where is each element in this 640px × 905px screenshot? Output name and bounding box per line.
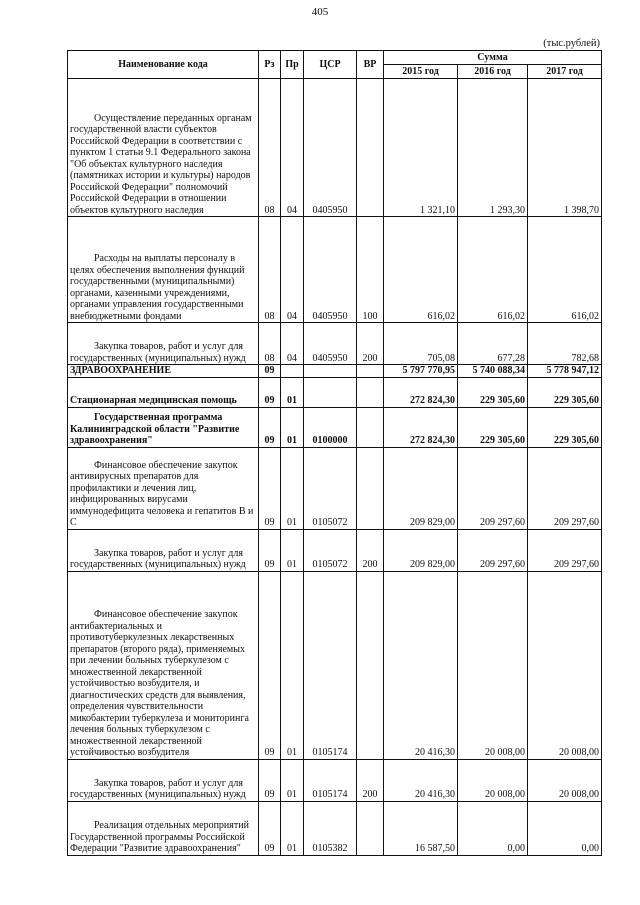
row-csr: 0405950 (304, 323, 357, 365)
row-vr (357, 571, 384, 759)
budget-table (67, 50, 602, 856)
row-name: Государственная программа Калининградской области "Развитие здравоохранения" (68, 407, 259, 447)
row-csr (304, 377, 357, 407)
row-csr (304, 365, 357, 378)
row-rz: 09 (259, 377, 281, 407)
row-2017: 209 297,60 (528, 529, 602, 571)
row-rz: 08 (259, 79, 281, 217)
row-pr: 01 (281, 571, 304, 759)
row-pr: 01 (281, 407, 304, 447)
row-pr: 01 (281, 377, 304, 407)
row-rz: 09 (259, 801, 281, 855)
row-vr: 200 (357, 529, 384, 571)
row-vr (357, 801, 384, 855)
row-rz: 08 (259, 217, 281, 323)
header-2015: 2015 год (384, 65, 458, 79)
row-2016: 209 297,60 (458, 529, 528, 571)
row-2015: 272 824,30 (384, 407, 458, 447)
row-pr: 01 (281, 529, 304, 571)
row-2016: 1 293,30 (458, 79, 528, 217)
row-name: Реализация отдельных мероприятий Государственной программы Российской Федерации "Развитие здравоохранения" (68, 801, 259, 855)
row-2015: 16 587,50 (384, 801, 458, 855)
row-2015: 5 797 770,95 (384, 365, 458, 378)
row-rz: 09 (259, 447, 281, 529)
table-row (68, 79, 602, 217)
row-vr: 100 (357, 217, 384, 323)
table-header (68, 51, 602, 79)
row-rz: 09 (259, 365, 281, 378)
row-csr: 0100000 (304, 407, 357, 447)
header-pr: Пр (281, 51, 304, 79)
table-row (68, 217, 602, 323)
header-csr: ЦСР (304, 51, 357, 79)
row-2015: 20 416,30 (384, 759, 458, 801)
row-2016: 209 297,60 (458, 447, 528, 529)
row-2017: 229 305,60 (528, 377, 602, 407)
row-vr (357, 79, 384, 217)
row-2015: 1 321,10 (384, 79, 458, 217)
header-sum: Сумма (384, 51, 602, 65)
table-row (68, 407, 602, 447)
header-2017: 2017 год (528, 65, 602, 79)
row-name: Стационарная медицинская помощь (68, 377, 259, 407)
row-2017: 616,02 (528, 217, 602, 323)
row-2017: 0,00 (528, 801, 602, 855)
row-vr: 200 (357, 759, 384, 801)
row-pr: 04 (281, 79, 304, 217)
row-2017: 209 297,60 (528, 447, 602, 529)
table-row (68, 759, 602, 801)
row-2017: 1 398,70 (528, 79, 602, 217)
row-csr: 0105382 (304, 801, 357, 855)
row-pr (281, 365, 304, 378)
table-row (68, 377, 602, 407)
row-name: Финансовое обеспечение закупок антибактериальных и противотуберкулезных лекарственных препаратов (второго ряда), применяемых при лечении больных туберкулезом с множественной лекарственной устойчивостью возбудителя, и диагностических средств для выявления, определения чувствительности микобактерии туберкулеза и мониторинга лечения больных туберкулезом с множественной лекарственной устойчивостью возбудителя (68, 571, 259, 759)
row-name: Осуществление переданных органам государственной власти субъектов Российской Федерации в соответствии с пунктом 1 статьи 9.1 Федерального закона "Об объектах культурного наследия (памятниках истории и культуры) народов Российской Федерации" полномочий Российской Федерации в отношении объектов культурного наследия (68, 79, 259, 217)
row-2016: 677,28 (458, 323, 528, 365)
row-csr: 0105072 (304, 447, 357, 529)
row-2015: 20 416,30 (384, 571, 458, 759)
units-label: (тыс.рублей) (543, 38, 600, 49)
row-csr: 0105174 (304, 759, 357, 801)
table-row (68, 447, 602, 529)
row-name: Закупка товаров, работ и услуг для государственных (муниципальных) нужд (68, 759, 259, 801)
header-vr: ВР (357, 51, 384, 79)
row-rz: 09 (259, 407, 281, 447)
row-csr: 0405950 (304, 79, 357, 217)
row-2016: 5 740 088,34 (458, 365, 528, 378)
row-2017: 782,68 (528, 323, 602, 365)
row-2016: 20 008,00 (458, 759, 528, 801)
row-2016: 229 305,60 (458, 377, 528, 407)
header-2016: 2016 год (458, 65, 528, 79)
table-row (68, 571, 602, 759)
row-vr (357, 377, 384, 407)
row-name: Закупка товаров, работ и услуг для государственных (муниципальных) нужд (68, 529, 259, 571)
row-2017: 20 008,00 (528, 571, 602, 759)
row-name: Финансовое обеспечение закупок антивирусных препаратов для профилактики и лечения лиц, инфицированных вирусами иммунодефицита человека и гепатитов В и С (68, 447, 259, 529)
row-csr: 0105174 (304, 571, 357, 759)
row-csr: 0105072 (304, 529, 357, 571)
table-row (68, 323, 602, 365)
table-row (68, 365, 602, 378)
table-row (68, 529, 602, 571)
row-2017: 229 305,60 (528, 407, 602, 447)
page-number: 405 (311, 6, 329, 18)
row-csr: 0405950 (304, 217, 357, 323)
row-pr: 01 (281, 447, 304, 529)
row-2015: 705,08 (384, 323, 458, 365)
row-pr: 04 (281, 323, 304, 365)
row-pr: 01 (281, 801, 304, 855)
row-rz: 09 (259, 759, 281, 801)
row-2016: 229 305,60 (458, 407, 528, 447)
row-2015: 272 824,30 (384, 377, 458, 407)
row-pr: 01 (281, 759, 304, 801)
row-name: ЗДРАВООХРАНЕНИЕ (68, 365, 259, 378)
row-rz: 08 (259, 323, 281, 365)
table-row (68, 801, 602, 855)
row-vr: 200 (357, 323, 384, 365)
row-2016: 616,02 (458, 217, 528, 323)
row-name: Закупка товаров, работ и услуг для государственных (муниципальных) нужд (68, 323, 259, 365)
header-rz: Рз (259, 51, 281, 79)
row-2017: 5 778 947,12 (528, 365, 602, 378)
row-rz: 09 (259, 529, 281, 571)
row-2015: 616,02 (384, 217, 458, 323)
row-vr (357, 447, 384, 529)
row-2017: 20 008,00 (528, 759, 602, 801)
row-2015: 209 829,00 (384, 529, 458, 571)
row-2016: 0,00 (458, 801, 528, 855)
row-vr (357, 365, 384, 378)
row-pr: 04 (281, 217, 304, 323)
row-2016: 20 008,00 (458, 571, 528, 759)
row-2015: 209 829,00 (384, 447, 458, 529)
row-rz: 09 (259, 571, 281, 759)
row-name: Расходы на выплаты персоналу в целях обеспечения выполнения функций государственными (муниципальными) органами, казенными учреждениями, органами управления государственными внебюджетными фондами (68, 217, 259, 323)
header-name: Наименование кода (68, 51, 259, 79)
row-vr (357, 407, 384, 447)
